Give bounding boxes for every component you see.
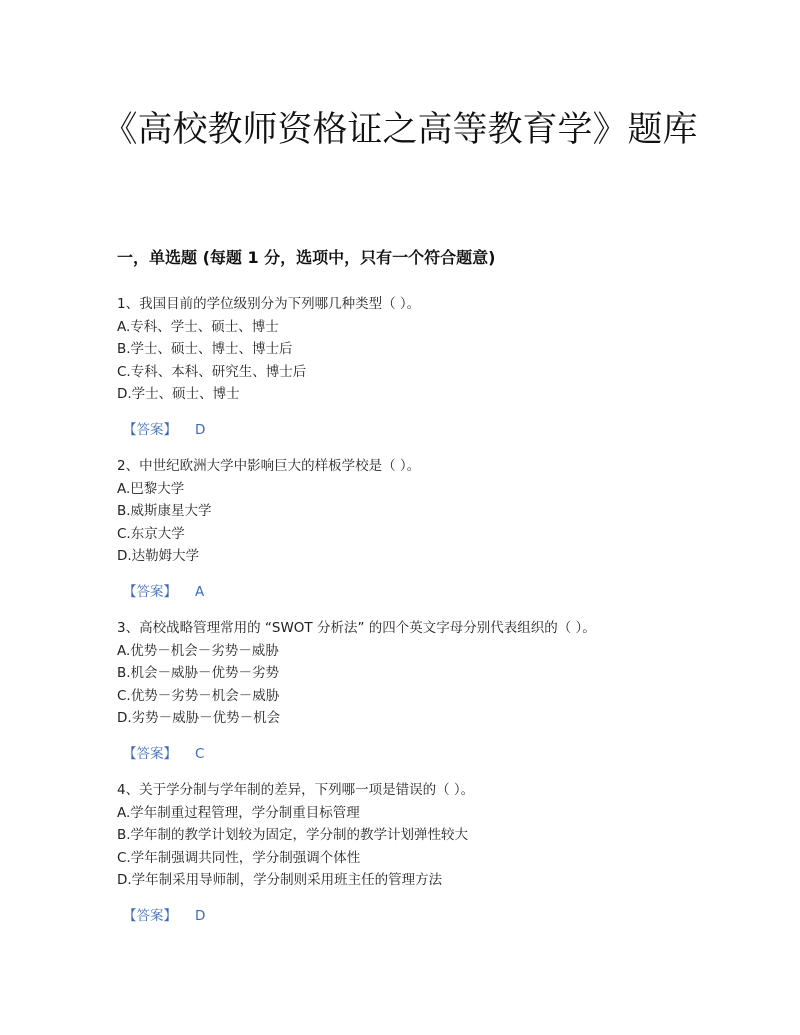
answer-row	[117, 905, 717, 927]
question-1	[117, 293, 717, 441]
answer-label: 【答案】	[123, 907, 177, 924]
question-stem: 4、关于学分制与学年制的差异，下列哪一项是错误的（ ）。	[117, 782, 475, 798]
option-c: C.专科、本科、研究生、博士后	[117, 363, 307, 380]
document-title: 《高校教师资格证之高等教育学》题库	[102, 110, 698, 150]
question-3	[117, 617, 717, 765]
answer-label: 【答案】	[123, 421, 177, 438]
option-a: A.专科、学士、硕士、博士	[117, 318, 279, 335]
option-a: A.巴黎大学	[117, 480, 185, 497]
option-c: C.学年制强调共同性，学分制强调个体性	[117, 849, 361, 866]
option-a: A.学年制重过程管理，学分制重目标管理	[117, 804, 360, 821]
answer-row	[117, 743, 717, 765]
option-b: B.机会－威胁－优势－劣势	[117, 665, 280, 681]
answer-value: C	[195, 745, 205, 762]
question-stem: 2、中世纪欧洲大学中影响巨大的样板学校是（ ）。	[117, 458, 421, 474]
option-b: B.学年制的教学计划较为固定，学分制的教学计划弹性较大	[117, 827, 469, 843]
option-b: B.学士、硕士、博士、博士后	[117, 341, 293, 357]
option-d: D.达勒姆大学	[117, 548, 200, 564]
answer-label: 【答案】	[123, 583, 177, 600]
question-stem: 3、高校战略管理常用的 “SWOT 分析法” 的四个英文字母分别代表组织的（ ）。	[117, 620, 596, 636]
question-2	[117, 455, 717, 603]
option-d: D.劣势－威胁－优势－机会	[117, 710, 281, 726]
option-d: D.学士、硕士、博士	[117, 386, 240, 402]
question-stem: 1、我国目前的学位级别分为下列哪几种类型（ ）。	[117, 296, 421, 312]
option-c: C.优势－劣势－机会－威胁	[117, 687, 280, 704]
option-b: B.威斯康星大学	[117, 503, 212, 519]
answer-label: 【答案】	[123, 745, 177, 762]
answer-row	[117, 581, 717, 603]
option-c: C.东京大学	[117, 525, 185, 542]
option-d: D.学年制采用导师制，学分制则采用班主任的管理方法	[117, 872, 443, 888]
answer-row	[117, 419, 717, 441]
option-a: A.优势－机会－劣势－威胁	[117, 642, 279, 659]
section-heading: 一，单选题 (每题 1 分，选项中，只有一个符合题意)	[117, 248, 496, 267]
answer-value: D	[195, 421, 206, 438]
answer-value: A	[195, 583, 205, 600]
question-4	[117, 779, 717, 927]
answer-value: D	[195, 907, 206, 924]
